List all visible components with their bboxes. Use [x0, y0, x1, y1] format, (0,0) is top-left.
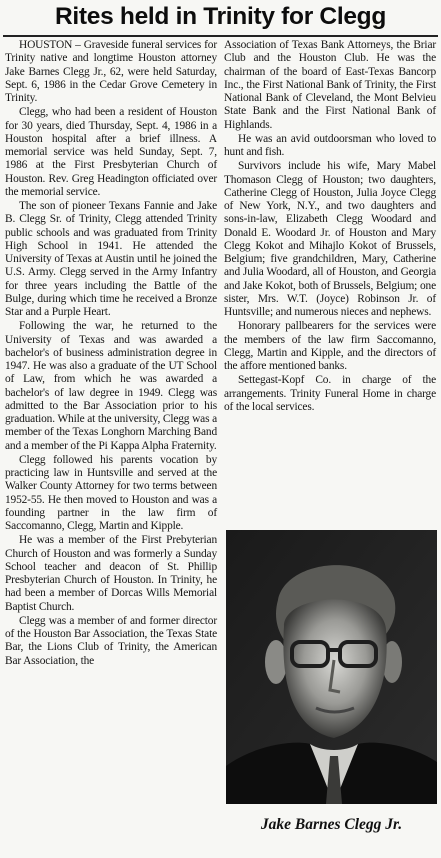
- article-column-left: [5, 39, 217, 669]
- paragraph: Settegast-Kopf Co. in charge of the arrangements. Trinity Funeral Home in charge of the local services.: [224, 374, 436, 413]
- paragraph: The son of pioneer Texans Fannie and Jake B. Clegg Sr. of Trinity, Clegg attended Trinity public schools and was graduated from Trinity High School in 1941. He attended the University of Texas at Austin until he joined the U.S. Army. Clegg served in the Army Infantry for three years including the Battle of the Bulge, during which time he received a Bronze Star and a Purple Heart.: [5, 200, 217, 318]
- paragraph: Clegg was a member of and former director of the Houston Bar Association, the Texas State Bar, the Lions Club of Trinity, the American Bar Association, the: [5, 614, 217, 667]
- paragraph: Following the war, he returned to the University of Texas and was awarded a bachelor's of business administration degree in 1947. He was also a graduate of the UT School of Law, from which he was awarded a bachelor's of law degree in 1949. Clegg was admitted to the Bar Association prior to his graduation. While at the university, Clegg was a member of the Texas Longhorn Marching Band and a member of the Pi Kappa Alpha Fraternity.: [5, 320, 217, 452]
- portrait-image: [226, 530, 437, 804]
- headline: Rites held in Trinity for Clegg: [54, 3, 386, 30]
- article-column-right: [224, 39, 436, 415]
- paragraph: He was a member of the First Prebyterian Church of Houston and was formerly a Sunday School teacher and deacon of St. Phillip Presbyterian Church of Houston. In Trinity, he had been a member of Dorcas Wills Memorial Baptist Church.: [5, 534, 217, 613]
- paragraph: Survivors include his wife, Mary Mabel Thomason Clegg of Houston; two daughters, Catherine Clegg of Houston, Julia Joyce Clegg of New York, N.Y., and two daughters and sons-in-law, Elizabeth Clegg Woodard and Donald E. Woodard Jr. of Houston and Mary Clegg Kokot and Mihajlo Kokot of Brussels, Belgium; five grandchildren, Mary, Catherine and Julia Woodard, all of Houston, and Georgia and Jake Kokot, both of Brussels, Belgium; one sister, Mrs. W.T. (Joyce) Robinson Jr. of Huntsville; and numerous nieces and nephews.: [224, 160, 436, 318]
- paragraph: Honorary pallbearers for the services were the members of the law firm Saccomanno, Clegg, Martin and Kipple, and the directors of the affore mentioned banks.: [224, 320, 436, 372]
- headline-rule: [3, 35, 438, 37]
- paragraph: He was an avid outdoorsman who loved to hunt and fish.: [224, 132, 436, 158]
- paragraph: Association of Texas Bank Attorneys, the Briar Club and the Houston Club. He was the chairman of the board of East-Texas Bancorp Inc., the First National Bank of Trinity, the First National Bank of Cleveland, the Mont Belvieu State Bank and the First National Bank of Highlands.: [224, 39, 436, 131]
- paragraph: Clegg followed his parents vocation by practicing law in Huntsville and served at the Walker County Attorney for two terms between 1952-55. He then moved to Houston and was a founding partner in the law firm of Saccomanno, Clegg, Martin and Kipple.: [5, 453, 217, 532]
- paragraph: Clegg, who had been a resident of Houston for 30 years, died Thursday, Sept. 4, 1986 in a Houston hospital after a brief illness. A memorial service was held Sunday, Sept. 7, 1986 at the First Presbyterian Church of Houston. Rev. Greg Headington officiated over the memorial service.: [5, 106, 217, 198]
- paragraph: HOUSTON – Graveside funeral services for Trinity native and longtime Houston attorney Jake Barnes Clegg Jr., 62, were held Saturday, Sept. 6, 1986 in the Cedar Grove Cemetery in Trinity.: [5, 39, 217, 104]
- photo-caption: Jake Barnes Clegg Jr.: [260, 816, 403, 833]
- portrait-photo: [226, 530, 437, 804]
